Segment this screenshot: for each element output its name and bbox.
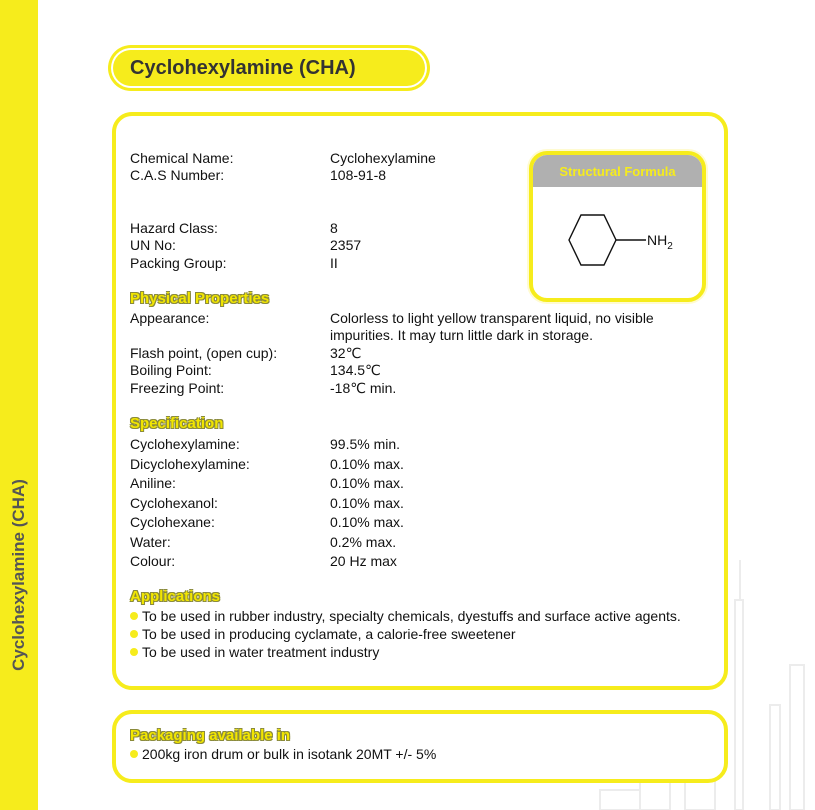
application-item-text: To be used in water treatment industry [142,644,380,660]
bullet-icon [130,630,138,638]
packaging-item [130,746,436,762]
spec-dicyclohexylamine-label: Dicyclohexylamine: [130,456,250,472]
cas-number-value: 108-91-8 [330,167,387,183]
spec-cyclohexanol-value: 0.10% max. [330,495,404,511]
bullet-icon [130,648,138,656]
cyclohexylamine-structure-diagram [533,155,706,302]
un-no-value: 2357 [330,237,362,253]
appearance-value-line1: Colorless to light yellow transparent liquid, no visible [330,310,654,326]
application-item [130,608,681,624]
application-item [130,626,516,642]
bullet-icon [130,750,138,758]
application-item-text: To be used in rubber industry, specialty chemicals, dyestuffs and surface active agents. [142,608,681,624]
side-strip [0,0,38,810]
spec-dicyclohexylamine-value: 0.10% max. [330,456,404,472]
spec-aniline-label: Aniline: [130,475,176,491]
appearance-value-line2: impurities. It may turn little dark in storage. [330,327,593,343]
packing-group-value: II [330,255,338,271]
specification-heading: Specification [130,415,224,432]
spec-colour-value: 20 Hz max [330,553,397,569]
flash-point-value: 32℃ [330,345,362,361]
boiling-point-value: 134.5℃ [330,362,381,378]
spec-cyclohexylamine-value: 99.5% min. [330,436,401,452]
physical-properties-heading: Physical Properties [130,290,270,307]
chemical-name-label: Chemical Name: [130,150,234,166]
spec-cyclohexane-label: Cyclohexane: [130,514,215,530]
cyclohexane-ring [569,215,616,265]
flash-point-label: Flash point, (open cup): [130,345,278,361]
packing-group-label: Packing Group: [130,255,227,271]
application-item [130,644,379,660]
structural-formula-card [529,151,706,302]
freezing-point-label: Freezing Point: [130,380,225,396]
hazard-class-value: 8 [330,220,338,236]
application-item-text: To be used in producing cyclamate, a calorie-free sweetener [142,626,516,642]
spec-aniline-value: 0.10% max. [330,475,404,491]
appearance-label: Appearance: [130,310,210,326]
chemical-name-value: Cyclohexylamine [330,150,436,166]
bullet-icon [130,612,138,620]
page-title: Cyclohexylamine (CHA) [113,50,425,86]
sidebar-title: Cyclohexylamine (CHA) [9,479,28,671]
spec-cyclohexylamine-label: Cyclohexylamine: [130,436,240,452]
boiling-point-label: Boiling Point: [130,362,212,378]
un-no-label: UN No: [130,237,176,253]
structural-formula-heading: Structural Formula [533,155,702,187]
cas-number-label: C.A.S Number: [130,167,225,183]
packaging-heading: Packaging available in [130,727,291,744]
packaging-item-text: 200kg iron drum or bulk in isotank 20MT +/- 5% [142,746,437,762]
freezing-point-value: -18℃ min. [330,380,397,396]
spec-cyclohexane-value: 0.10% max. [330,514,404,530]
spec-water-label: Water: [130,534,171,550]
amine-group-label: $NH_2$ [647,232,673,252]
applications-heading: Applications [130,588,221,605]
spec-colour-label: Colour: [130,553,176,569]
hazard-class-label: Hazard Class: [130,220,218,236]
spec-water-value: 0.2% max. [330,534,397,550]
spec-cyclohexanol-label: Cyclohexanol: [130,495,218,511]
